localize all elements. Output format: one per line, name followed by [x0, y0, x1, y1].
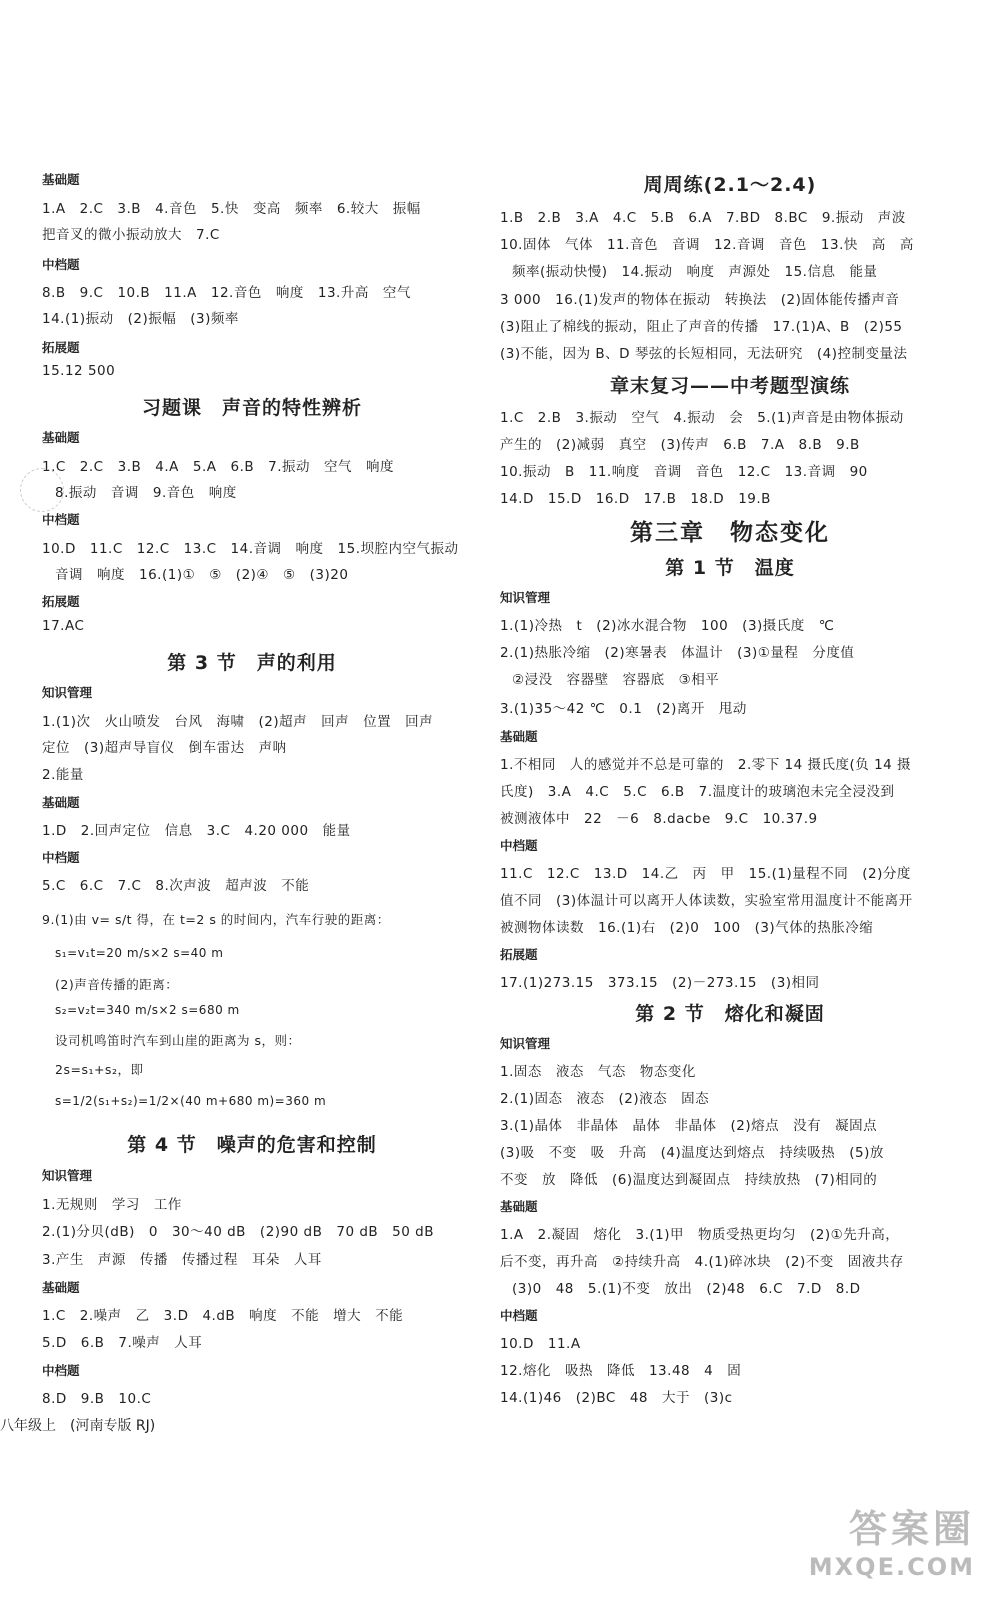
section-title: 习题课 声音的特性辨析	[141, 397, 362, 419]
section-label: 基础题	[500, 729, 538, 744]
answer-line: 14.(1)46 (2)BC 48 大于 (3)c	[500, 1390, 733, 1406]
answer-line: 15.12 500	[42, 363, 116, 379]
answer-line: 2.(1)分贝(dB) 0 30～40 dB (2)90 dB 70 dB 50 dB	[42, 1224, 434, 1240]
answer-line: 不变 放 降低 (6)温度达到凝固点 持续放热 (7)相同的	[500, 1172, 878, 1188]
answer-line: 1.B 2.B 3.A 4.C 5.B 6.A 7.BD 8.BC 9.振动 声波	[500, 210, 906, 226]
answer-line: 1.D 2.回声定位 信息 3.C 4.20 000 能量	[42, 823, 351, 839]
answer-line: 11.C 12.C 13.D 14.乙 丙 甲 15.(1)量程不同 (2)分度	[500, 866, 911, 882]
answer-line: 音调 响度 16.(1)① ⑤ (2)④ ⑤ (3)20	[55, 567, 349, 583]
answer-line: 产生的 (2)减弱 真空 (3)传声 6.B 7.A 8.B 9.B	[500, 437, 860, 453]
section-label: 中档题	[42, 1363, 80, 1378]
watermark-url: MXQE.COM	[808, 1553, 975, 1581]
section-label: 中档题	[500, 1308, 538, 1323]
section-label: 拓展题	[500, 947, 538, 962]
section-label: 基础题	[42, 795, 80, 810]
calc-line: 设司机鸣笛时汽车到山崖的距离为 s，则：	[55, 1033, 301, 1048]
calc-line: s=1/2(s₁+s₂)=1/2×(40 m+680 m)=360 m	[55, 1094, 327, 1108]
section-title: 第 4 节 噪声的危害和控制	[127, 1134, 377, 1156]
answer-line: 3.(1)35～42 ℃ 0.1 (2)离开 甩动	[500, 701, 747, 717]
answer-line: 2.(1)固态 液态 (2)液态 固态	[500, 1091, 710, 1107]
answer-line: 1.无规则 学习 工作	[42, 1197, 182, 1213]
calc-line: s₂=v₂t=340 m/s×2 s=680 m	[55, 1003, 240, 1017]
answer-line: 3.产生 声源 传播 传播过程 耳朵 人耳	[42, 1252, 322, 1268]
answer-line: 17.AC	[42, 618, 85, 634]
answer-line: 1.A 2.C 3.B 4.音色 5.快 变高 频率 6.较大 振幅	[42, 201, 421, 217]
answer-line: 5.C 6.C 7.C 8.次声波 超声波 不能	[42, 878, 310, 894]
answer-line: 1.固态 液态 气态 物态变化	[500, 1064, 696, 1080]
answer-line: 8.振动 音调 9.音色 响度	[55, 485, 237, 501]
answer-line: 12.熔化 吸热 降低 13.48 4 固	[500, 1363, 742, 1379]
site-watermark	[795, 1506, 975, 1588]
answer-line: 1.(1)次 火山喷发 台风 海啸 (2)超声 回声 位置 回声	[42, 714, 434, 730]
answer-line: ②浸没 容器壁 容器底 ③相平	[512, 672, 720, 688]
answer-line: 后不变，再升高 ②持续升高 4.(1)碎冰块 (2)不变 固液共存	[500, 1254, 904, 1270]
section-title: 第 2 节 熔化和凝固	[635, 1003, 825, 1025]
calc-line: 9.(1)由 v= s/t 得，在 t=2 s 的时间内，汽车行驶的距离：	[42, 912, 390, 927]
section-title: 第 1 节 温度	[665, 557, 795, 579]
section-label: 基础题	[42, 430, 80, 445]
section-label: 基础题	[42, 172, 80, 187]
section-label: 中档题	[500, 838, 538, 853]
calc-line: 2s=s₁+s₂，即	[55, 1062, 144, 1077]
section-title: 周周练(2.1～2.4)	[643, 174, 817, 196]
watermark-logo-text: 答案圈	[848, 1506, 975, 1551]
section-label: 基础题	[42, 1280, 80, 1295]
section-label: 知识管理	[500, 590, 551, 605]
answer-line: 1.不相同 人的感觉并不总是可靠的 2.零下 14 摄氏度(负 14 摄	[500, 757, 912, 773]
answer-line: 氏度) 3.A 4.C 5.C 6.B 7.温度计的玻璃泡未完全浸没到	[500, 784, 895, 800]
answer-line: 3.(1)晶体 非晶体 晶体 非晶体 (2)熔点 没有 凝固点	[500, 1118, 878, 1134]
answer-line: 频率(振动快慢) 14.振动 响度 声源处 15.信息 能量	[512, 264, 878, 280]
answer-line: 2.能量	[42, 767, 84, 783]
answer-line: 10.D 11.C 12.C 13.C 14.音调 响度 15.坝腔内空气振动	[42, 541, 459, 557]
section-label: 知识管理	[42, 685, 93, 700]
section-title: 第 3 节 声的利用	[167, 652, 337, 674]
answer-line: 8.D 9.B 10.C	[42, 1391, 152, 1407]
answer-line: 1.C 2.B 3.振动 空气 4.振动 会 5.(1)声音是由物体振动	[500, 410, 904, 426]
answer-line: (3)吸 不变 吸 升高 (4)温度达到熔点 持续吸热 (5)放	[500, 1145, 884, 1161]
section-label: 拓展题	[42, 340, 80, 355]
answer-line: 1.C 2.C 3.B 4.A 5.A 6.B 7.振动 空气 响度	[42, 459, 395, 475]
section-title: 章末复习——中考题型演练	[609, 375, 850, 397]
section-label: 中档题	[42, 850, 80, 865]
answer-line: 3 000 16.(1)发声的物体在振动 转换法 (2)固体能传播声音	[500, 292, 900, 308]
answer-line: 10.D 11.A	[500, 1336, 581, 1352]
section-label: 中档题	[42, 512, 80, 527]
answer-line: 2.(1)热胀冷缩 (2)寒暑表 体温计 (3)①量程 分度值	[500, 645, 855, 661]
answer-line: 5.D 6.B 7.噪声 人耳	[42, 1335, 203, 1351]
chapter-title: 第三章 物态变化	[630, 520, 830, 546]
section-label: 知识管理	[500, 1036, 551, 1051]
section-label: 知识管理	[42, 1168, 93, 1183]
calc-line: s₁=v₁t=20 m/s×2 s=40 m	[55, 946, 224, 960]
answer-line: 值不同 (3)体温计可以离开人体读数，实验室常用温度计不能离开	[500, 893, 913, 909]
answer-line: (3)0 48 5.(1)不变 放出 (2)48 6.C 7.D 8.D	[512, 1281, 861, 1297]
page-footer: 八年级上 (河南专版 RJ)	[0, 1418, 156, 1434]
answer-line: 10.固体 气体 11.音色 音调 12.音调 音色 13.快 高 高	[500, 237, 914, 253]
answer-line: 定位 (3)超声导盲仪 倒车雷达 声呐	[42, 740, 287, 756]
stamp-mark	[20, 468, 64, 512]
answer-line: 1.C 2.噪声 乙 3.D 4.dB 响度 不能 增大 不能	[42, 1308, 404, 1324]
answer-line: 1.(1)冷热 t (2)冰水混合物 100 (3)摄氏度 ℃	[500, 618, 835, 634]
answer-line: 被测物体读数 16.(1)右 (2)0 100 (3)气体的热胀冷缩	[500, 920, 874, 936]
answer-line: 1.A 2.凝固 熔化 3.(1)甲 物质受热更均匀 (2)①先升高，	[500, 1227, 900, 1243]
answer-line: (3)阻止了棉线的振动，阻止了声音的传播 17.(1)A、B (2)55	[500, 319, 903, 335]
section-label: 中档题	[42, 257, 80, 272]
answer-line: 8.B 9.C 10.B 11.A 12.音色 响度 13.升高 空气	[42, 285, 411, 301]
answer-line: 把音叉的微小振动放大 7.C	[42, 227, 220, 243]
answer-line: 14.(1)振动 (2)振幅 (3)频率	[42, 311, 239, 327]
answer-line: 17.(1)273.15 373.15 (2)－273.15 (3)相同	[500, 975, 820, 991]
answer-line: 被测液体中 22 －6 8.dacbe 9.C 10.37.9	[500, 811, 818, 827]
calc-line: (2)声音传播的距离：	[55, 977, 179, 992]
answer-line: 10.振动 B 11.响度 音调 音色 12.C 13.音调 90	[500, 464, 868, 480]
answer-line: (3)不能，因为 B、D 琴弦的长短相同，无法研究 (4)控制变量法	[500, 346, 908, 362]
section-label: 基础题	[500, 1199, 538, 1214]
section-label: 拓展题	[42, 594, 80, 609]
answer-line: 14.D 15.D 16.D 17.B 18.D 19.B	[500, 491, 771, 507]
